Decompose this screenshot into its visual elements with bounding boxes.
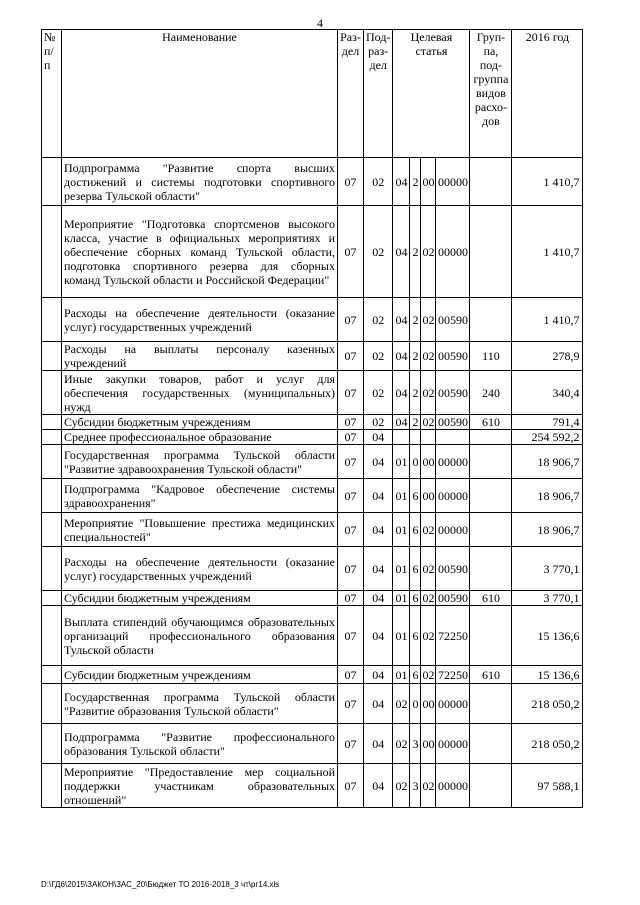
- cell-grp: [470, 513, 512, 547]
- cell-t3: 02: [422, 591, 435, 605]
- cell-t4: 72250: [437, 667, 468, 682]
- cell-t2: 0: [410, 445, 421, 479]
- cell-name: Мероприятие "Предоставление мер социальной поддержки участникам образовательных отношений": [62, 764, 338, 808]
- cell-name: Иные закупки товаров, работ и услуг для обеспечения государственных (муниципальных) нужд: [62, 371, 338, 415]
- cell-name: Мероприятие "Подготовка спортсменов высокого класса, участие в официальных мероприятиях и обеспечение сборных команд Тульской области, подготовка спортивного резерва для сборных команд Тульской области и Российской Федерации": [62, 206, 338, 298]
- cell-t2: 0: [410, 684, 421, 724]
- cell-name: Подпрограмма "Развитие профессионального образования Тульской области": [62, 724, 338, 764]
- cell-t4: 00000: [436, 445, 470, 479]
- cell-grp: 110: [470, 342, 512, 371]
- cell-t4: 00000: [436, 158, 470, 206]
- cell-sub: 04: [364, 430, 393, 445]
- row-number-cell: [42, 430, 62, 445]
- cell-grp: 610: [470, 591, 512, 606]
- header-year: 2016 год: [512, 30, 583, 158]
- cell-t3: 02: [421, 547, 436, 591]
- cell-t2: [410, 430, 421, 445]
- cell-grp: [470, 445, 512, 479]
- table-row: [42, 415, 583, 430]
- cell-t4: 00590: [436, 371, 470, 415]
- cell-t4: 72250: [436, 606, 470, 666]
- cell-name: Расходы на обеспечение деятельности (оказание услуг) государственных учреждений: [62, 298, 338, 342]
- cell-sec: 07: [338, 547, 364, 591]
- cell-t4: 00000: [436, 206, 470, 298]
- cell-t4: 00590: [436, 298, 470, 342]
- cell-grp: [470, 479, 512, 513]
- cell-sub: 04: [364, 479, 393, 513]
- cell-t2: 2: [410, 415, 421, 430]
- cell-t2: 6: [410, 591, 421, 606]
- cell-grp: 610: [470, 415, 512, 430]
- header-group: Группа, подгруппа видов расходов: [470, 30, 512, 158]
- cell-amt: 1 410,7: [512, 206, 583, 298]
- cell-amt: 254 592,2: [512, 430, 583, 445]
- cell-sub: 04: [364, 606, 393, 666]
- row-number-cell: [42, 206, 62, 298]
- cell-sec: 07: [338, 684, 364, 724]
- cell-sec: 07: [338, 430, 364, 445]
- cell-name: Подпрограмма "Развитие спорта высших достижений и системы подготовки спортивного резерва Тульской области": [62, 158, 338, 206]
- cell-amt: 3 770,1: [512, 591, 583, 606]
- cell-grp: [470, 298, 512, 342]
- table-row: [42, 547, 583, 591]
- row-number-cell: [42, 547, 62, 591]
- table-row: [42, 371, 583, 415]
- row-number-cell: [42, 445, 62, 479]
- cell-t2: 6: [410, 666, 421, 684]
- cell-sec: 07: [338, 513, 364, 547]
- cell-t2: 6: [410, 513, 421, 547]
- cell-sub: 04: [364, 724, 393, 764]
- row-number-cell: [42, 606, 62, 666]
- cell-grp: [470, 606, 512, 666]
- cell-grp: 610: [470, 666, 512, 684]
- cell-name: Среднее профессиональное образование: [62, 430, 338, 445]
- cell-name: Подпрограмма "Кадровое обеспечение системы здравоохранения": [62, 479, 338, 513]
- cell-t2: 2: [410, 298, 421, 342]
- cell-grp: [470, 764, 512, 808]
- table-row: [42, 158, 583, 206]
- cell-amt: 15 136,6: [512, 666, 583, 684]
- cell-t1: 01: [393, 666, 410, 684]
- cell-t2: 2: [410, 342, 421, 371]
- cell-t3: 02: [422, 667, 435, 682]
- cell-name: Субсидии бюджетным учреждениям: [62, 591, 338, 606]
- cell-t1: 04: [393, 342, 410, 371]
- cell-sec: 07: [338, 479, 364, 513]
- cell-t4: 00000: [436, 684, 470, 724]
- file-path-footer: D:\ГД6\2015\ЗАКОН\ЗАС_20\Бюджет ТО 2016-2018_3 чт\рг14.xls: [41, 880, 280, 889]
- cell-sub: 02: [364, 342, 393, 371]
- table-row: [42, 606, 583, 666]
- table-row: [42, 479, 583, 513]
- cell-t3: 02: [421, 606, 436, 666]
- cell-t2: 6: [410, 479, 421, 513]
- row-number-cell: [42, 666, 62, 684]
- cell-t3: 02: [421, 342, 436, 371]
- cell-t2: 3: [410, 764, 421, 808]
- cell-sub: 02: [364, 206, 393, 298]
- cell-grp: [470, 158, 512, 206]
- cell-grp: [470, 684, 512, 724]
- cell-t1: 04: [393, 158, 410, 206]
- table-row: [42, 513, 583, 547]
- cell-sec: 07: [338, 764, 364, 808]
- cell-sub: 02: [364, 298, 393, 342]
- cell-t1: 01: [393, 606, 410, 666]
- cell-t3: 02: [421, 513, 436, 547]
- cell-sec: 07: [338, 342, 364, 371]
- cell-amt: 278,9: [512, 342, 583, 371]
- cell-t1: 02: [393, 724, 410, 764]
- cell-sec: 07: [338, 415, 364, 430]
- cell-name: Государственная программа Тульской области "Развитие здравоохранения Тульской области": [62, 445, 338, 479]
- cell-amt: 18 906,7: [512, 513, 583, 547]
- cell-t4: 00000: [436, 513, 470, 547]
- row-number-cell: [42, 342, 62, 371]
- cell-t1: [393, 430, 410, 445]
- cell-sec: 07: [338, 206, 364, 298]
- cell-sec: 07: [338, 158, 364, 206]
- cell-amt: 1 410,7: [512, 158, 583, 206]
- cell-t2: 6: [410, 547, 421, 591]
- cell-t2: 2: [410, 371, 421, 415]
- cell-grp: [470, 206, 512, 298]
- budget-table: [41, 29, 583, 808]
- cell-t4: 00590: [437, 591, 468, 605]
- cell-amt: 3 770,1: [512, 547, 583, 591]
- table-row: [42, 724, 583, 764]
- table-row: [42, 666, 583, 684]
- cell-sub: 02: [364, 415, 393, 430]
- cell-t1: 01: [393, 513, 410, 547]
- cell-name: Мероприятие "Повышение престижа медицинских специальностей": [62, 513, 338, 547]
- cell-t4: 00000: [436, 764, 470, 808]
- cell-name: Субсидии бюджетным учреждениям: [62, 415, 338, 430]
- cell-amt: 97 588,1: [512, 764, 583, 808]
- cell-t2: 3: [410, 724, 421, 764]
- cell-sub: 04: [364, 684, 393, 724]
- header-name: Наименование: [62, 30, 338, 158]
- cell-sub: 04: [364, 547, 393, 591]
- cell-name: Выплата стипендий обучающимся образовательных организаций профессионального образования Тульской области: [62, 606, 338, 666]
- table-header: [42, 30, 583, 158]
- cell-amt: 18 906,7: [512, 445, 583, 479]
- row-number-cell: [42, 591, 62, 606]
- cell-t2: 6: [410, 606, 421, 666]
- cell-t1: 04: [393, 298, 410, 342]
- cell-sec: 07: [338, 724, 364, 764]
- cell-t1: 01: [393, 479, 410, 513]
- cell-name: Государственная программа Тульской области "Развитие образования Тульской области": [62, 684, 338, 724]
- row-number-cell: [42, 684, 62, 724]
- cell-grp: [470, 547, 512, 591]
- cell-amt: 18 906,7: [512, 479, 583, 513]
- cell-amt: 218 050,2: [512, 724, 583, 764]
- cell-t4: 00590: [436, 547, 470, 591]
- table-row: [42, 206, 583, 298]
- cell-t1: 04: [393, 206, 410, 298]
- table-row: [42, 764, 583, 808]
- cell-sec: 07: [338, 445, 364, 479]
- cell-t1: 04: [393, 415, 410, 430]
- cell-t4: 00000: [436, 479, 470, 513]
- cell-t4: 00000: [436, 724, 470, 764]
- cell-sub: 04: [364, 445, 393, 479]
- cell-sec: 07: [338, 591, 364, 606]
- cell-sec: 07: [338, 298, 364, 342]
- cell-t3: 00: [421, 479, 436, 513]
- row-number-cell: [42, 158, 62, 206]
- header-subsection: Подраздел: [364, 30, 393, 158]
- cell-t4: 00590: [437, 415, 468, 429]
- cell-t1: 02: [393, 764, 410, 808]
- header-target: Целевая статья: [393, 30, 470, 158]
- cell-t3: 00: [421, 724, 436, 764]
- cell-t3: 02: [421, 298, 436, 342]
- cell-t1: 04: [393, 371, 410, 415]
- cell-sub: 04: [364, 764, 393, 808]
- cell-sec: 07: [338, 371, 364, 415]
- cell-sub: 02: [364, 371, 393, 415]
- cell-t1: 01: [393, 445, 410, 479]
- row-number-cell: [42, 479, 62, 513]
- cell-t2: 2: [410, 206, 421, 298]
- cell-t3: [421, 430, 436, 445]
- row-number-cell: [42, 298, 62, 342]
- cell-t3: 02: [421, 764, 436, 808]
- table-row: [42, 298, 583, 342]
- cell-grp: [470, 430, 512, 445]
- cell-amt: 340,4: [512, 371, 583, 415]
- cell-t1: 02: [393, 684, 410, 724]
- table-row: [42, 430, 583, 445]
- cell-sub: 02: [364, 158, 393, 206]
- cell-t2: 2: [410, 158, 421, 206]
- cell-t1: 01: [393, 591, 410, 606]
- cell-amt: 15 136,6: [512, 606, 583, 666]
- cell-t3: 02: [421, 371, 436, 415]
- table-row: [42, 342, 583, 371]
- cell-t3: 02: [422, 415, 435, 429]
- cell-name: Расходы на выплаты персоналу казенных учреждений: [62, 342, 338, 371]
- cell-sec: 07: [338, 606, 364, 666]
- row-number-cell: [42, 415, 62, 430]
- cell-sec: 07: [338, 666, 364, 684]
- cell-t3: 02: [421, 206, 436, 298]
- page-number: 4: [317, 16, 323, 30]
- cell-sub: 04: [364, 666, 393, 684]
- cell-t4: 00590: [436, 342, 470, 371]
- cell-t3: 00: [421, 684, 436, 724]
- row-number-cell: [42, 371, 62, 415]
- cell-t3: 00: [421, 445, 436, 479]
- cell-grp: 240: [470, 371, 512, 415]
- header-num: № п/ п: [42, 30, 62, 158]
- row-number-cell: [42, 513, 62, 547]
- cell-sub: 04: [364, 591, 393, 606]
- row-number-cell: [42, 764, 62, 808]
- header-section: Раздел: [338, 30, 364, 158]
- cell-t4: [436, 430, 470, 445]
- cell-t1: 01: [393, 547, 410, 591]
- cell-grp: [470, 724, 512, 764]
- cell-amt: 1 410,7: [512, 298, 583, 342]
- table-row: [42, 591, 583, 606]
- cell-name: Расходы на обеспечение деятельности (оказание услуг) государственных учреждений: [62, 547, 338, 591]
- cell-name: Субсидии бюджетным учреждениям: [62, 666, 338, 684]
- table-row: [42, 684, 583, 724]
- cell-amt: 791,4: [512, 415, 583, 430]
- cell-sub: 04: [364, 513, 393, 547]
- table-row: [42, 445, 583, 479]
- cell-amt: 218 050,2: [512, 684, 583, 724]
- row-number-cell: [42, 724, 62, 764]
- cell-t3: 00: [421, 158, 436, 206]
